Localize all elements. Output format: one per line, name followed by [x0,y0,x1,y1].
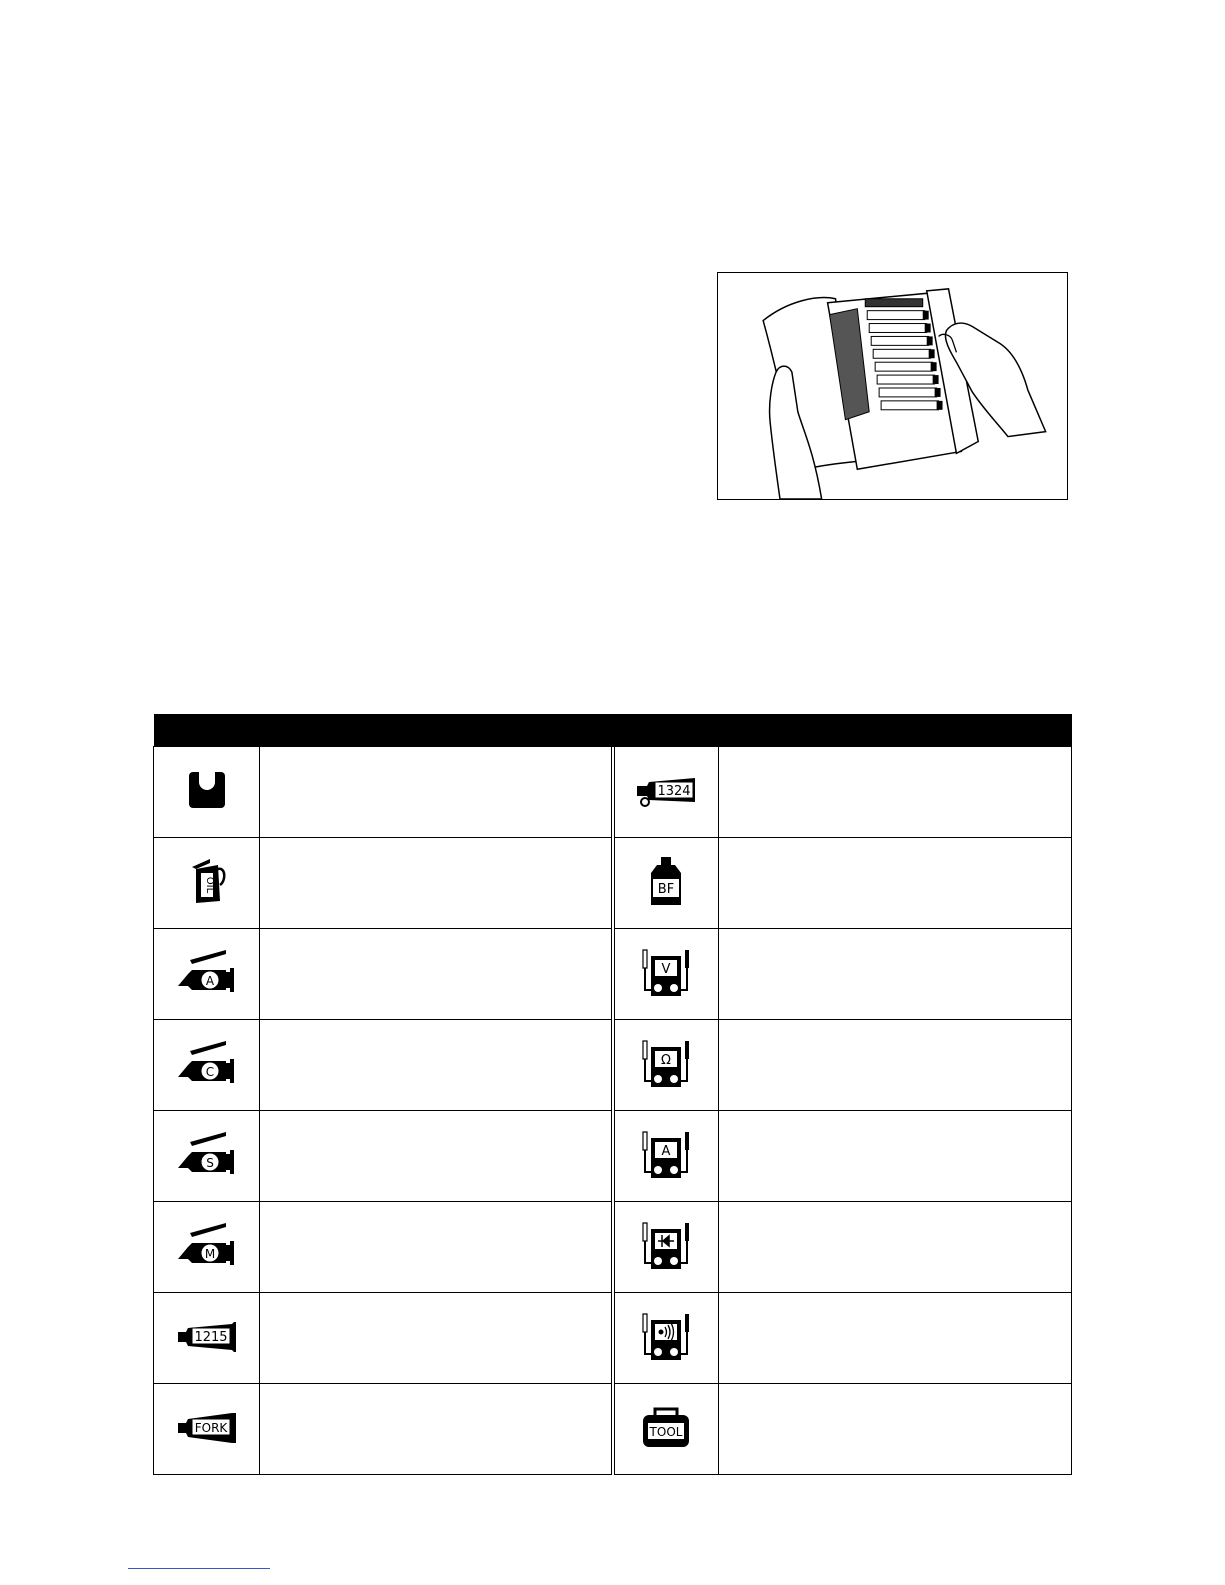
grease-gun-a-icon [174,946,240,998]
description-cell [719,1384,1072,1475]
wrench-icon [174,764,240,816]
continuity-tester-icon [633,1310,699,1362]
symbol-cell [613,1202,719,1293]
svg-text:M: M [204,1246,215,1261]
table-row [154,838,1072,929]
open-manual-hands-icon [718,273,1067,499]
grease-gun-s-icon [174,1128,240,1180]
symbol-cell [613,929,719,1020]
svg-text:C: C [205,1064,214,1079]
table-row [154,1202,1072,1293]
description-cell [719,1111,1072,1202]
svg-text:OIL: OIL [203,876,215,893]
grease-gun-c-icon [174,1037,240,1089]
table-row [154,1020,1072,1111]
svg-text:FORK: FORK [194,1420,227,1435]
grease-1324-icon [633,764,699,816]
table-row [154,747,1072,838]
symbol-cell [613,1020,719,1111]
description-cell [260,1111,613,1202]
description-cell [260,929,613,1020]
symbol-cell [613,747,719,838]
svg-text:BF: BF [658,881,675,897]
manual-illustration [717,272,1068,500]
svg-text:1215: 1215 [193,1329,228,1345]
symbol-cell [613,1111,719,1202]
svg-text:V: V [661,961,671,977]
diode-tester-icon [633,1219,699,1271]
svg-text:A: A [661,1143,671,1159]
description-cell [260,1202,613,1293]
oil-can-icon [174,855,240,907]
description-cell [260,1384,613,1475]
description-cell [719,1202,1072,1293]
header-cell-symbol-left [154,714,260,747]
symbol-cell [154,1111,260,1202]
symbol-cell [154,1020,260,1111]
svg-text:Ω: Ω [661,1052,672,1068]
footnote-separator [128,1568,270,1569]
description-cell [719,747,1072,838]
toolbox-icon [633,1401,699,1453]
description-cell [719,1293,1072,1384]
svg-text:A: A [205,973,214,988]
symbol-cell [613,838,719,929]
svg-text:1324: 1324 [657,783,691,799]
header-cell-description-left [260,714,613,747]
symbol-cell [154,1293,260,1384]
description-cell [719,1020,1072,1111]
description-cell [260,1020,613,1111]
header-cell-description-right [719,714,1072,747]
symbol-cell [154,1384,260,1475]
table-header-row [154,714,1072,747]
ohmmeter-icon [633,1037,699,1089]
description-cell [719,929,1072,1020]
table-row [154,1384,1072,1475]
symbol-table [153,714,1072,1475]
fork-oil-icon [174,1401,240,1453]
ammeter-icon [633,1128,699,1180]
voltmeter-icon [633,946,699,998]
header-cell-symbol-right [613,714,719,747]
svg-text:TOOL: TOOL [649,1424,683,1439]
brake-fluid-bottle-icon [633,855,699,907]
description-cell [260,1293,613,1384]
grease-gun-m-icon [174,1219,240,1271]
symbol-cell [613,1384,719,1475]
symbol-cell [154,1202,260,1293]
symbol-cell [154,747,260,838]
table-row [154,1111,1072,1202]
description-cell [719,838,1072,929]
sealant-1215-icon [174,1310,240,1362]
symbol-cell [154,929,260,1020]
description-cell [260,747,613,838]
table-row [154,929,1072,1020]
symbol-cell [613,1293,719,1384]
description-cell [260,838,613,929]
table-row [154,1293,1072,1384]
svg-text:S: S [205,1155,214,1170]
symbol-cell [154,838,260,929]
